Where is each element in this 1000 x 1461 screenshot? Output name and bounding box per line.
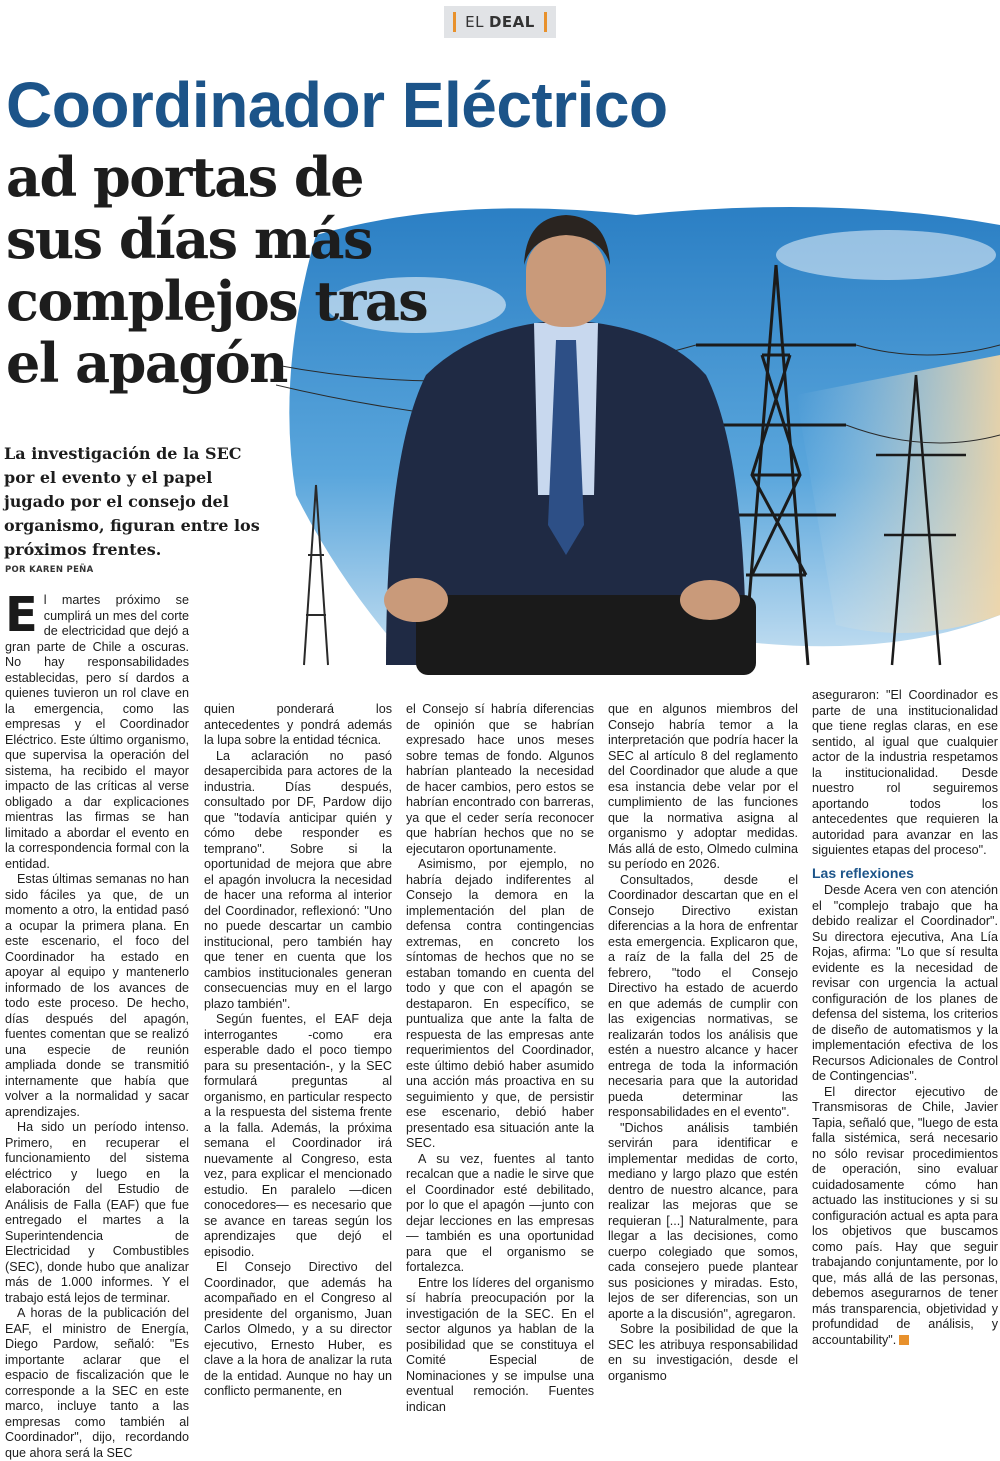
paragraph: el Consejo sí habría diferencias de opinión que se habrían expresado hace unos meses sobre temas de fondo. Algunos habrían planteado la necesidad de hacer cambios, pero estos se habrían encontrado con barreras, ya que el ceder sería reconocer que habrían hechos que no se ejecutaron oportunamente. xyxy=(406,702,594,856)
dropcap: E xyxy=(5,587,38,643)
headline-line: complejos tras xyxy=(6,269,428,333)
section-prefix: EL xyxy=(465,13,484,31)
paragraph: A horas de la publicación del EAF, el ministro de Energía, Diego Pardow, señaló: "Es importante aclarar que el espacio de fiscalización que le corresponde a la SEC en este marco, incluye tanto a las empresas como también al Coordinador", dijo, recordando que ahora será la SEC xyxy=(5,1306,189,1460)
paragraph xyxy=(5,587,189,872)
tag-bar-right xyxy=(544,12,547,32)
headline-line: ad portas de xyxy=(6,145,364,209)
paragraph xyxy=(812,1085,998,1349)
paragraph: Consultados, desde el Coordinador descartan que en el Consejo Directivo existan diferencias a la hora de enfrentar esta emergencia. Explicaron que, a raíz de la falla del 25 de febrero, "todo el Consejo Directivo ha estado de acuerdo en que además de cumplir con las exigencias normativas, se realizarán todos los análisis que estén a nuestro alcance y hacer entrega de toda la información necesaria para que la autoridad pueda determinar las responsabilidades en el evento". xyxy=(608,872,798,1119)
article-column-5 xyxy=(812,688,998,1348)
article-column-3 xyxy=(406,702,594,1415)
paragraph: Ha sido un período intenso. Primero, en recuperar el funcionamiento del sistema eléctrico y luego en la elaboración del Estudio de Análisis de Falla (EAF) que fue entregado el martes a la Superintendencia de Electricidad y Combustibles (SEC), donde hubo que analizar más de 1.000 informes. Y el trabajo está lejos de terminar. xyxy=(5,1120,189,1305)
paragraph: La aclaración no pasó desapercibida para actores de la industria. Días después, consultado por DF, Pardow dijo que "todavía anticipar quién y cómo debe responder es temprano". Sobre si la oportunidad de mejora que abre el apagón involucra la necesidad de hacer una reforma al interior del Coordinador, reflexionó: "Uno no puede descartar un cambio institucional, pero también hay que tener en cuenta que los cambios institucionales generan consecuencias muy en el largo plazo también". xyxy=(204,748,392,1011)
headline-blue: Coordinador Eléctrico xyxy=(6,69,668,141)
paragraph-text: El director ejecutivo de Transmisoras de Chile, Javier Tapia, señaló que, "luego de esta falla sistémica, será necesario no sólo revisar procedimientos de operación, sino evaluar cuidadosamente cómo han actuado las instituciones y si su configuración actual es apta para los objetivos que buscamos como país. Hay que seguir trabajando conjuntamente, por lo que, más allá de las personas, debemos asegurarnos de tener más transparencia, objetividad y profundidad de análisis, y accountability". xyxy=(812,1084,998,1347)
paragraph: Estas últimas semanas no han sido fáciles ya que, de un momento a otro, la entidad pasó a ocupar la primera plana. En este escenario, el foco del Coordinador ha estado en apoyar al equipo y mantenerlo informado de los avances de todo este proceso. De hecho, días después del apagón, fuentes comentan que se realizó una especie de reunión ampliada donde se transmitió internamente que había que volver a la normalidad y sacar aprendizajes. xyxy=(5,872,189,1119)
headline-line: el apagón xyxy=(6,331,287,395)
section-subhead: Las reflexiones xyxy=(812,864,914,881)
deck: La investigación de la SEC por el evento y el papel jugado por el consejo del organismo, figuran entre los próximos frentes. xyxy=(4,444,260,559)
hand-left xyxy=(384,578,448,622)
face xyxy=(526,235,606,327)
byline: POR KAREN PEÑA xyxy=(5,565,94,575)
paragraph: Según fuentes, el EAF deja interrogantes -como era esperable dado el poco tiempo para su presentación-, y la SEC formulará preguntas al organismo, en particular respecto a la respuesta del sistema frente a la falla. Además, la próxima semana el Coordinador irá nuevamente al Congreso, esta vez, para explicar el mencionado estudio. En paralelo —dicen conocedores— es necesario que se avance en tareas según los aprendizajes que dejó el episodio. xyxy=(204,1012,392,1259)
paragraph: Sobre la posibilidad de que la SEC les atribuya responsabilidad en su investigación, desde el organismo xyxy=(608,1322,798,1383)
hand-right xyxy=(680,580,740,620)
end-mark-icon xyxy=(899,1335,909,1345)
section-tag xyxy=(444,6,556,38)
article-column-2 xyxy=(204,702,392,1400)
tag-bar-left xyxy=(453,12,456,32)
paragraph: Entre los líderes del organismo sí habría preocupación por la investigación de la SEC. En el sector algunos ya hablan de la posibilidad que se constituya el Comité Especial de Nominaciones y se impulse una eventual remoción. Fuentes indican xyxy=(406,1275,594,1414)
paragraph: aseguraron: "El Coordinador es parte de una institucionalidad que tiene reglas claras, en ese sentido, al igual que cualquier actor de la industria respetamos la institucionalidad. Desde nuestro rol seguiremos aportando todos los antecedentes que requieren la autoridad para avanzar en las siguientes etapas del proceso". xyxy=(812,688,998,857)
paragraph: A su vez, fuentes al tanto recalcan que a nadie le sirve que el Coordinador esté debilitado, por lo que el apagón —junto con dejar lecciones en las empresas— también es una oportunidad para que el organismo se fortalezca. xyxy=(406,1151,594,1274)
headline-line: sus días más xyxy=(6,207,372,271)
paragraph: que en algunos miembros del Consejo habría temor a la interpretación que podría hacer la SEC al artículo 8 del reglamento del Coordinador que alude a que esa instancia debe velar por el cumplimiento de las funciones que la normativa asigna al organismo y adoptar medidas. Más allá de esto, Olmedo culmina su período en 2026. xyxy=(608,702,798,871)
paragraph-text: l martes próximo se cumplirá un mes del corte de electricidad que dejó a gran parte de Chile a oscuras. No hay responsabilidades establecidas, pero sí dardos a quienes tuvieron un rol clave en la emergencia, como las empresas y el Coordinador Eléctrico. Este último organismo, que supervisa la operación del sistema, ha recibido el mayor impacto de las críticas al verse obligado a dar explicaciones mientras las firmas se han limitado a abordar el evento en la correspondencia formal con la entidad. xyxy=(5,593,189,871)
cloud xyxy=(776,230,996,280)
paragraph: quien ponderará los antecedentes y pondrá además la lupa sobre la entidad técnica. xyxy=(204,702,392,747)
article-column-1 xyxy=(5,587,189,1461)
paragraph: Desde Acera ven con atención el "complejo trabajo que ha debido realizar el Coordinador". Su directora ejecutiva, Ana Lía Rojas, afirma: "Lo que sí resulta evidente es la necesidad de revisar con urgencia la actual configuración de los planes de defensa del sistema, los criterios de diseño de automatismos y la implementación efectiva de los Recursos Adicionales de Control de Contingencias". xyxy=(812,883,998,1083)
paragraph: "Dichos análisis también servirán para identificar e implementar medidas de corto, mediano y largo plazo que estén dentro de nuestro alcance, para realizar las mejoras que se requieran [...] Naturalmente, para llegar a las decisiones, como cuerpo colegiado que somos, cada consejero puede plantear sus posiciones y miradas. Esto, lejos de ser diferencias, son un aporte a la discusión", agregaron. xyxy=(608,1120,798,1321)
headline-black xyxy=(6,146,427,394)
paragraph: El Consejo Directivo del Coordinador, que además ha acompañado en el Congreso al presidente del organismo, Juan Carlos Olmedo, y a su director ejecutivo, Ernesto Huber, es clave a la hora de analizar la ruta de la entidad. Aunque no hay un conflicto permanente, en xyxy=(204,1260,392,1398)
article-column-4 xyxy=(608,702,798,1384)
section-name: DEAL xyxy=(488,13,535,31)
paragraph: Asimismo, por ejemplo, no habría dejado indiferentes al Consejo la demora en la implementación del plan de defensa contra contingencias extremas, en concreto los síntomas de hechos que no se estaban tomando en cuenta del todo y que con el apagón se destaparon. En específico, se puntualiza que ante la falta de respuesta de las empresas ante requerimientos del Coordinador, este último debió haber asumido una acción más proactiva en su seguimiento y que, de persistir ese escenario, debió haber presentado esa situación ante la SEC. xyxy=(406,857,594,1150)
